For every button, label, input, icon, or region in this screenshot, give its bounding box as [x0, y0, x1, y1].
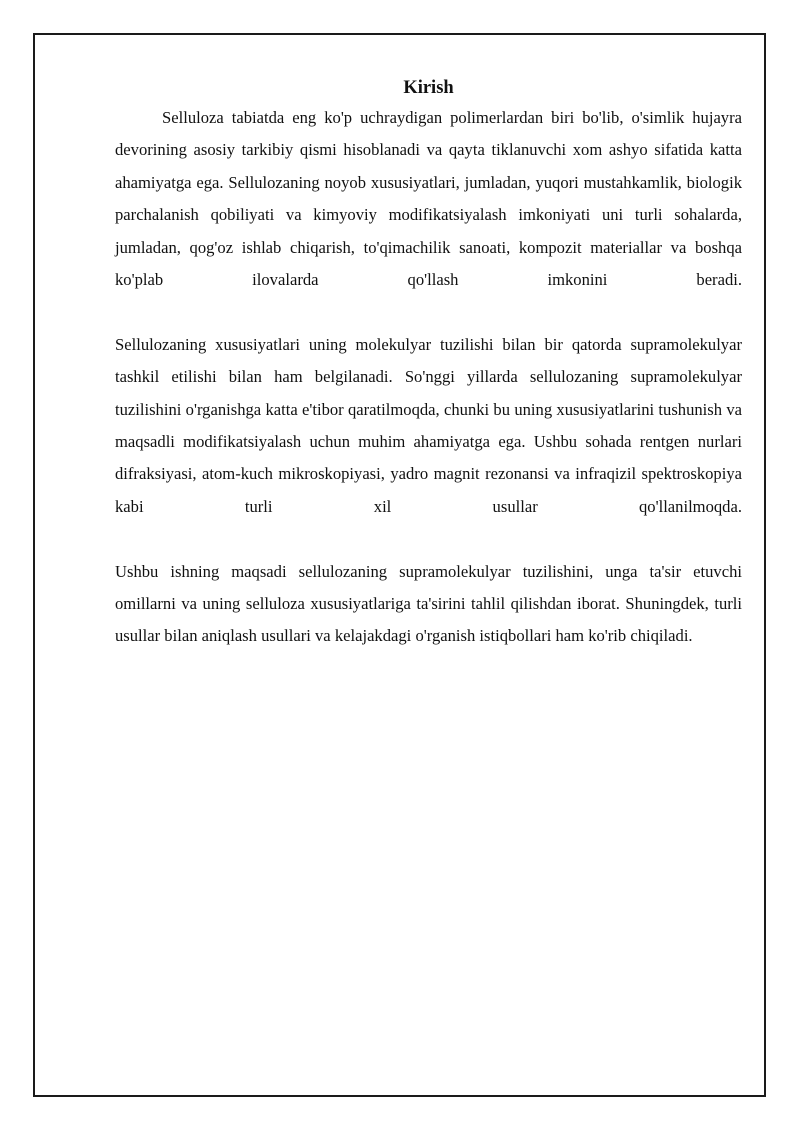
document-title: Kirish: [403, 78, 454, 98]
document-body: [115, 74, 742, 653]
paragraph-structure: Sellulozaning xususiyatlari uning molekulyar tuzilishi bilan bir qatorda supramolekulyar tashkil etilishi bilan ham belgilanadi. So'nggi yillarda sellulozaning supramolekulyar tuzilishini o'rganishga katta e'tibor qaratilmoqda, chunki bu uning xususiyatlarini tushunish va maqsadli modifikatsiyalash uchun muhim ahamiyatga ega. Ushbu sohada rentgen nurlari difraksiyasi, atom-kuch mikroskopiyasi, yadro magnit rezonansi va infraqizil spektroskopiya kabi turli xil usullar qo'llanilmoqda.: [115, 334, 742, 516]
paragraph-gap: [115, 296, 742, 328]
paragraph-intro: Selluloza tabiatda eng ko'p uchraydigan polimerlardan biri bo'lib, o'simlik hujayra devorining asosiy tarkibiy qismi hisoblanadi va qayta tiklanuvchi xom ashyo sifatida katta ahamiyatga ega. Sellulozaning noyob xususiyatlari, jumladan, yuqori mustahkamlik, biologik parchalanish qobiliyati va kimyoviy modifikatsiyalash imkoniyati uni turli sohalarda, jumladan, qog'oz ishlab chiqarish, to'qimachilik sanoati, kompozit materiallar va boshqa ko'plab ilovalarda qo'llash imkonini beradi.: [115, 108, 742, 290]
paragraph-aim: Ushbu ishning maqsadi sellulozaning supramolekulyar tuzilishini, unga ta'sir etuvchi omillarni va uning selluloza xususiyatlariga ta'sirini tahlil qilishdan iborat. Shuningdek, turli usullar bilan aniqlash usullari va kelajakdagi o'rganish istiqbollari ham ko'rib chiqiladi.: [115, 561, 742, 646]
paragraph-gap: [115, 523, 742, 555]
